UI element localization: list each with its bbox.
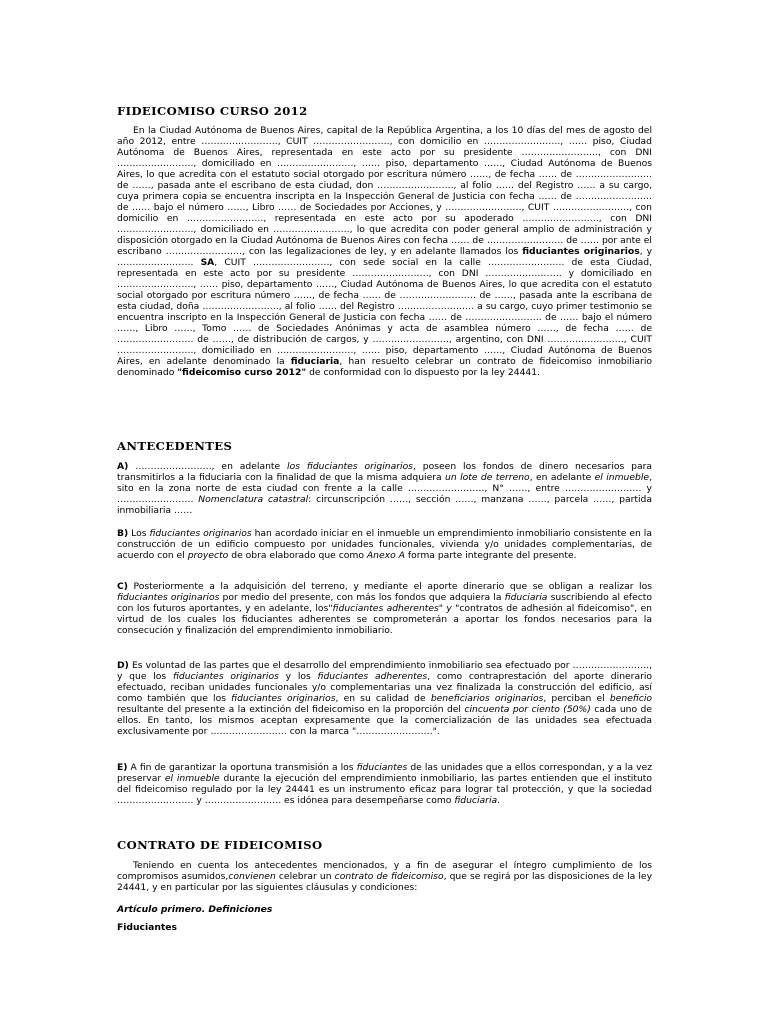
antecedente-a: A) ……………………., en adelante los fiduciantes originarios, poseen los fondos de dinero necesarios para transmitirlos a la fiduciaria con la finalidad de que la misma adquiera un lote de terreno, en adelante el inmueble, sito en la zona norte de esta ciudad con frente a la calle ……………………., N° ……, entre ……………………. y ……………………. Nomenclatura catastral: circunscripción ……, sección ……, manzana ……, parcela ……, partida inmobiliaria …… xyxy=(117,461,653,517)
contrato-heading: CONTRATO DE FIDEICOMISO xyxy=(117,838,323,852)
contrato-paragraph: Teniendo en cuenta los antecedentes mencionados, y a fin de asegurar el íntegro cumplimiento de los compromisos asumidos,convienen celebrar un contrato de fideicomiso, que se regirá por las disposiciones de la ley 24441, y en particular por las siguientes cláusulas y condiciones: xyxy=(117,860,653,894)
antecedentes-heading: ANTECEDENTES xyxy=(117,439,233,453)
intro-paragraph: En la Ciudad Autónoma de Buenos Aires, capital de la República Argentina, a los 10 días del mes de agosto del año 2012, entre ……………………., CUIT ……………………., con domicilio en ……………………., …… piso, Ciudad Autónoma de Buenos Aires, representada en este acto por su presidente ……………………., con DNI ……………………., domiciliado en ……………………., …… piso, departamento ……, Ciudad Autónoma de Buenos Aires, lo que acredita con el estatuto social otorgado por escritura número ……, de fecha …… de ……………………. de ……, pasada ante el escribano de esta ciudad, don ……………………., al folio …… del Registro …… a su cargo, cuya primera copia se encuentra inscripta en la Inspección General de Justicia con fecha …… de ……………………. de …… bajo el número ……, Libro …… de Sociedades por Acciones, y ……………………., CUIT ……………………., con domicilio en ……………………., representada en este acto por su apoderado ……………………., con DNI ……………………., domiciliado en ……………………., lo que acredita con poder general amplio de administración y disposición otorgado en la Ciudad Autónoma de Buenos Aires con fecha …… de ……………………. de …… por ante el escribano ……………………., con las legalizaciones de ley, y en adelante llamados los fiduciantes originarios, y ……………………. SA, CUIT ……………………., con sede social en la calle ……………………. de esta Ciudad, representada en este acto por su presidente ……………………., con DNI ……………………. y domiciliado en ……………………., …… piso, departamento ……, Ciudad Autónoma de Buenos Aires, lo que acredita con el estatuto social otorgado por escritura número ……, de fecha …… de ……………………. de ……, pasada ante la escribana de esta ciudad, doña ……………………., al folio …… del Registro ……………………. a su cargo, cuyo primer testimonio se encuentra inscripto en la Inspección General de Justicia con fecha …… de ……………………. de …… bajo el número ……, Libro ……, Tomo …… de Sociedades Anónimas y acta de asamblea número ……, de fecha …… de ……………………. de ……, de distribución de cargos, y ……………………., argentino, con DNI ……………………., CUIT ……………………., domiciliado en ……………………., …… piso, departamento ……, Ciudad Autónoma de Buenos Aires, en adelante denominado la fiduciaria, han resuelto celebrar un contrato de fideicomiso inmobiliario denominado "fideicomiso curso 2012" de conformidad con lo dispuesto por la ley 24441. xyxy=(117,125,653,379)
antecedente-e: E) A fin de garantizar la oportuna transmisión a los fiduciantes de las unidades que a ellos correspondan, y a la vez preservar el inmueble durante la ejecución del emprendimiento inmobiliario, las partes entienden que el instituto del fideicomiso regulado por la ley 24441 es un instrumento eficaz para lograr tal protección, y que la sociedad ……………………. y ……………………. es idónea para desempeñarse como fiduciaria. xyxy=(117,762,653,807)
articulo-primero-heading: Artículo primero. Definiciones xyxy=(117,904,273,915)
antecedente-c: C) Posteriormente a la adquisición del terreno, y mediante el aporte dinerario que se obligan a realizar los fiduciantes originarios por medio del presente, con más los fondos que adquiera la fiduciaria suscribiendo al efecto con los futuros aportantes, y en adelante, los"fiduciantes adherentes" y "contratos de adhesión al fideicomiso", en virtud de los cuales los fiduciantes adherentes se comprometerán a aportar los fondos necesarios para la consecución y finalización del emprendimiento inmobiliario. xyxy=(117,581,653,637)
document-title: FIDEICOMISO CURSO 2012 xyxy=(117,104,308,118)
antecedente-b: B) Los fiduciantes originarios han acordado iniciar en el inmueble un emprendimiento inmobiliario consistente en la construcción de un edificio compuesto por unidades funcionales, vivienda y/o unidades complementarias, de acuerdo con el proyecto de obra elaborado que como Anexo A forma parte integrante del presente. xyxy=(117,528,652,562)
fiduciantes-heading: Fiduciantes xyxy=(117,922,177,933)
antecedente-d: D) Es voluntad de las partes que el desarrollo del emprendimiento inmobiliario sea efectuado por ……………………., y que los fiduciantes originarios y los fiduciantes adherentes, como contraprestación del aporte dinerario efectuado, reciban unidades funcionales y/o complementarias una vez finalizada la construcción del edificio, así como también que los fiduciantes originarios, en su calidad de beneficiarios originarios, perciban el beneficio resultante del presente a la extinción del fideicomiso en la proporción del cincuenta por ciento (50%) cada uno de ellos. En tanto, los mismos aceptan expresamente que la comercialización de las unidades sea efectuada exclusivamente por ……………………. con la marca "…………………….". xyxy=(117,660,653,738)
